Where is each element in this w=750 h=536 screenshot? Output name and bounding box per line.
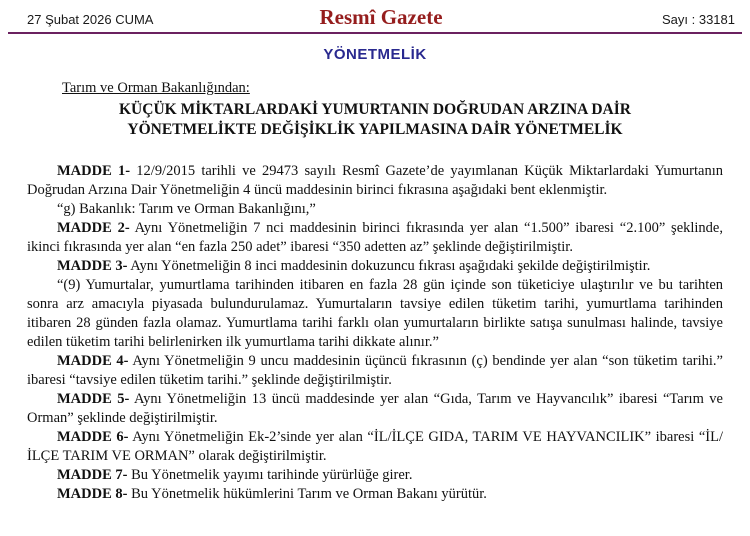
- article-paragraph: [27, 485, 723, 504]
- issue-number: Sayı : 33181: [662, 12, 735, 27]
- article-label: MADDE 7-: [57, 467, 128, 483]
- article-text: Bu Yönetmelik hükümlerini Tarım ve Orman Bakanı yürütür.: [127, 486, 487, 502]
- article-label: MADDE 4-: [57, 353, 129, 369]
- article-paragraph: [27, 219, 723, 257]
- article-text: Aynı Yönetmeliğin 13 üncü maddesinde yer alan “Gıda, Tarım ve Hayvancılık” ibaresi “Tarım ve Orman” şeklinde değiştirilmiştir.: [27, 391, 723, 426]
- regulation-body: [27, 162, 723, 504]
- article-label: MADDE 5-: [57, 391, 130, 407]
- article-text: Aynı Yönetmeliğin Ek-2’sinde yer alan “İL/İLÇE GIDA, TARIM VE HAYVANCILIK” ibaresi “İL/İLÇE TARIM VE ORMAN” olarak değiştirilmiştir.: [27, 429, 724, 464]
- article-paragraph: [27, 200, 723, 219]
- article-label: MADDE 1-: [57, 163, 131, 179]
- article-paragraph: [27, 276, 723, 352]
- article-label: MADDE 3-: [57, 258, 128, 274]
- article-text: “g) Bakanlık: Tarım ve Orman Bakanlığını,”: [57, 201, 316, 217]
- article-text: Aynı Yönetmeliğin 7 nci maddesinin birinci fıkrasında yer alan “1.500” ibaresi “2.100” şeklinde, ikinci fıkrasında yer alan “en fazla 250 adet” ibaresi “350 adetten az” şeklinde değiştirilmiştir.: [27, 220, 723, 255]
- masthead-divider: [8, 32, 742, 34]
- publication-date: 27 Şubat 2026 CUMA: [27, 12, 154, 27]
- article-label: MADDE 8-: [57, 486, 128, 502]
- article-label: MADDE 2-: [57, 220, 130, 236]
- article-text: 12/9/2015 tarihli ve 29473 sayılı Resmî Gazete’de yayımlanan Küçük Miktarlardaki Yumurtanın Doğrudan Arzına Dair Yönetmeliğin 4 üncü maddesinin birinci fıkrasına aşağıdaki bent eklenmiştir.: [27, 163, 723, 198]
- masthead: [0, 0, 750, 30]
- gazette-title: Resmî Gazete: [319, 5, 443, 29]
- article-paragraph: [27, 257, 723, 276]
- article-text: Aynı Yönetmeliğin 9 uncu maddesinin üçüncü fıkrasının (ç) bendinde yer alan “son tüketim tarihi.” ibaresi “tavsiye edilen tüketim tarihi.” şeklinde değiştirilmiştir.: [27, 353, 723, 388]
- article-text: Aynı Yönetmeliğin 8 inci maddesinin dokuzuncu fıkrası aşağıdaki şekilde değiştirilmiştir.: [127, 258, 651, 274]
- article-paragraph: [27, 428, 723, 466]
- article-paragraph: [27, 162, 723, 200]
- regulation-document: [27, 79, 723, 504]
- article-paragraph: [27, 390, 723, 428]
- issuing-authority: Tarım ve Orman Bakanlığından:: [62, 80, 250, 96]
- article-paragraph: [27, 466, 723, 485]
- article-label: MADDE 6-: [57, 429, 129, 445]
- regulation-title-line2: YÖNETMELİKTE DEĞİŞİKLİK YAPILMASINA DAİR YÖNETMELİK: [127, 121, 623, 138]
- regulation-title-line1: KÜÇÜK MİKTARLARDAKİ YUMURTANIN DOĞRUDAN ARZINA DAİR: [119, 101, 631, 118]
- section-heading: YÖNETMELİK: [323, 46, 427, 63]
- article-text: Bu Yönetmelik yayımı tarihinde yürürlüğe girer.: [127, 467, 413, 483]
- article-text: “(9) Yumurtalar, yumurtlama tarihinden itibaren en fazla 28 gün içinde son tüketiciye ulaştırılır ve bu tarihten sonra arz amacıyla piyasada bulundurulamaz. Yumurtaların tavsiye edilen tüketim tarihi, yumurtlama tarihinden itibaren 28 günden fazla olamaz. Yumurtlama tarihi farklı olan yumurtaların birlikte satışa sunulması halinde, tavsiye edilen tüketim tarihi belirlenirken ilk yumurtlama tarihi dikkate alınır.”: [27, 277, 723, 350]
- article-paragraph: [27, 352, 723, 390]
